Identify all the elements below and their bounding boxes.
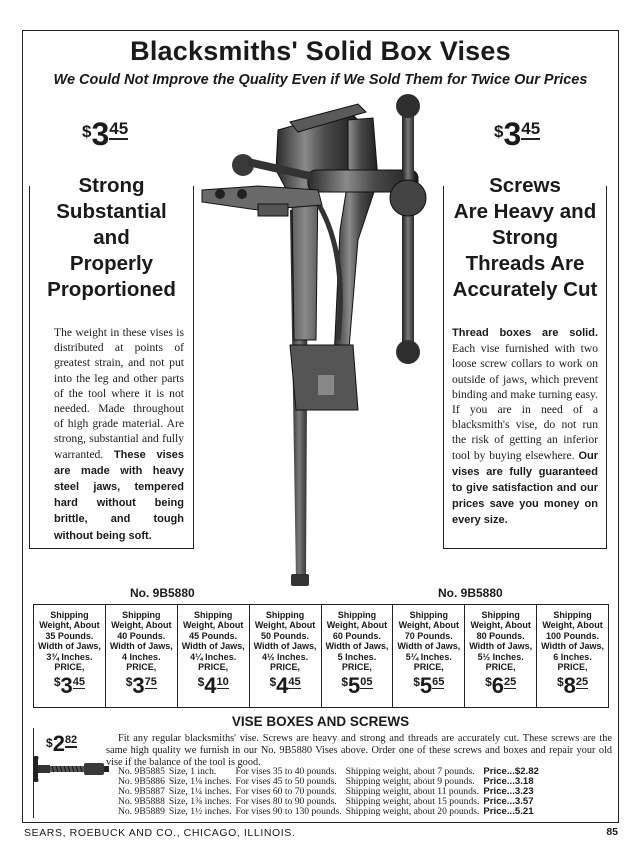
screws-description: Fit any regular blacksmiths' vise. Screws are heavy and strong and threads are accurately cut. These screws are the same high quality we furnish in our No. 9B5880 Vises above. Order one of these screws and boxes and repair your old vise if the balance of the tool is good. [106,733,612,768]
cell-price: $ 8 25 [556,673,589,699]
table-row: No. 9B5888 Size, 1⅜ inches. For vises 80 to 90 pounds. Shipping weight, about 15 pounds. Price...3.57 [118,796,534,808]
model-number-right: No. 9B5880 [438,586,503,600]
page-subtitle: We Could Not Improve the Quality Even if We Sold Them for Twice Our Prices [53,72,588,88]
cell-price: $ 4 10 [197,673,229,699]
right-box-heading: Screws Are Heavy and Strong Threads Are Accurately Cut [444,173,606,303]
price-cell: Shipping Weight, About 70 Pounds. Width of Jaws, 5¼ Inches. PRICE, $ 5 65 [393,605,465,707]
cell-price: $ 3 75 [125,673,157,699]
price-cell: Shipping Weight, About 45 Pounds. Width of Jaws, 4¼ Inches. PRICE, $ 4 10 [178,605,250,707]
screw-price: $ 2 82 [46,731,78,756]
model-number-left: No. 9B5880 [130,586,195,600]
left-price: $ 3 45 [82,116,129,152]
cell-price: $ 4 45 [269,673,301,699]
table-row: No. 9B5886 Size, 1⅛ inches. For vises 45 to 50 pounds. Shipping weight, about 9 pounds. Price...3.18 [118,776,534,788]
price-cell: Shipping Weight, About 60 Pounds. Width of Jaws, 5 Inches. PRICE, $ 5 05 [322,605,394,707]
cell-price: $ 5 05 [341,673,373,699]
screws-table [118,767,543,817]
strong-substantial-box [29,174,194,549]
footer-company: SEARS, ROEBUCK AND CO., CHICAGO, ILLINOIS. [24,827,296,839]
left-box-heading: Strong Substantial and Properly Proportioned [30,173,193,303]
page-number: 85 [606,826,618,838]
page-title: Blacksmiths' Solid Box Vises [130,36,511,66]
price-cell: Shipping Weight, About 80 Pounds. Width of Jaws, 5½ Inches. PRICE, $ 6 25 [465,605,537,707]
screws-section-title: VISE BOXES AND SCREWS [231,714,410,729]
right-price: $ 3 45 [494,116,541,152]
price-cell: Shipping Weight, About 35 Pounds. Width of Jaws, 3¾ Inches. PRICE, $ 3 45 [34,605,106,707]
cell-price: $ 6 25 [485,673,517,699]
cell-price: $ 5 65 [413,673,445,699]
price-cell: Shipping Weight, About 40 Pounds. Width of Jaws, 4 Inches. PRICE, $ 3 75 [106,605,178,707]
table-row: No. 9B5889 Size, 1½ inches. For vises 90 to 130 pounds. Shipping weight, about 20 pounds. Price...5.21 [118,806,534,818]
screws-heavy-box [443,174,607,549]
vise-screw-illustration [28,756,110,782]
price-cell: Shipping Weight, About 50 Pounds. Width of Jaws, 4½ Inches. PRICE, $ 4 45 [250,605,322,707]
right-box-text: Thread boxes are solid. Each vise furnished with two loose screw collars to work on outside of jaws, which prevent binding and make turning easy. If you are in need of a blacksmith's vise, do not run the risk of getting an inferior tool by buying elsewhere. Our vises are fully guaranteed to give satisfaction and our prices save you money on every size. [452,327,598,527]
table-row: No. 9B5887 Size, 1¼ inches. For vises 60 to 70 pounds. Shipping weight, about 11 pounds. Price...3.23 [118,786,534,798]
left-box-text: The weight in these vises is distributed at points of greatest strain, and not put into the leg and other parts of the tool where it is not needed. Made throughout of high grade material. Are strong, substantial and fully warranted. These vises are made with heavy steel jaws, tempered hard without being brittle, and tough without being soft. [54,326,184,542]
box-vise-illustration [198,90,448,600]
cell-price: $ 3 45 [53,673,86,699]
price-cell: Shipping Weight, About 100 Pounds. Width of Jaws, 6 Inches. PRICE, $ 8 25 [537,605,608,707]
vise-price-grid [33,604,609,708]
table-row: No. 9B5885 Size, 1 inch. For vises 35 to 40 pounds. Shipping weight, about 7 pounds. Price...$2.82 [118,766,539,777]
